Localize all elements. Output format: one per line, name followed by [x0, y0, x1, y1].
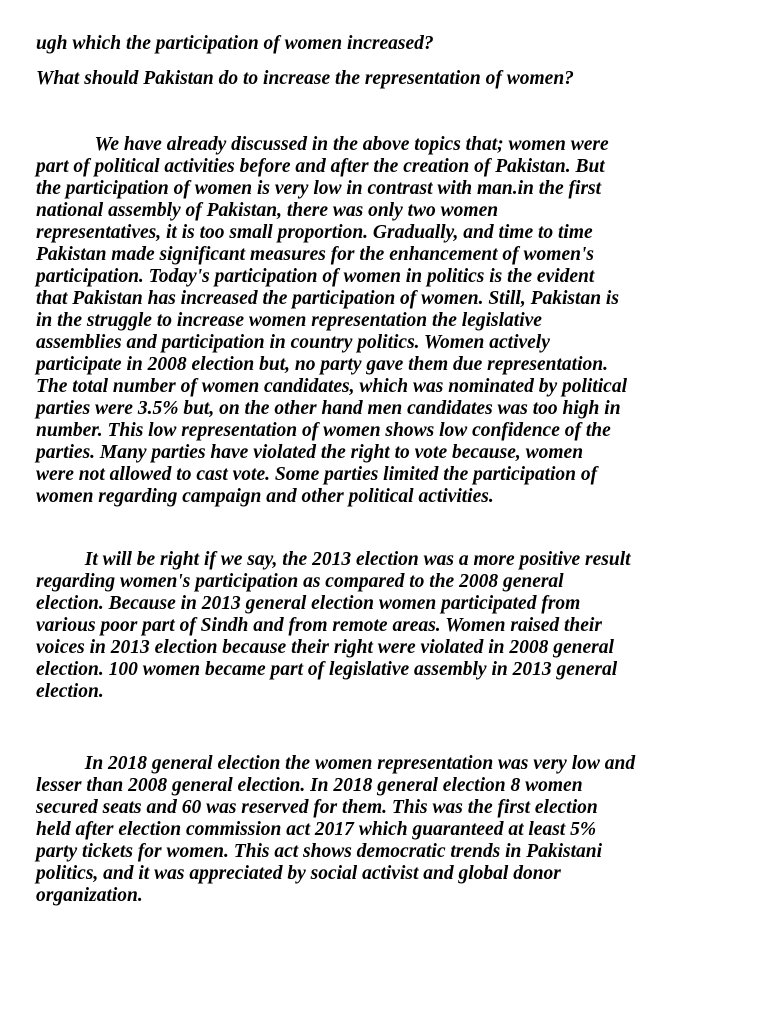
paragraph-line: number. This low representation of women shows low confidence of the: [36, 420, 611, 441]
paragraph-line: women regarding campaign and other political activities.: [36, 486, 494, 507]
paragraph-1: [36, 134, 736, 508]
paragraph-line: voices in 2013 election because their right were violated in 2008 general: [36, 637, 614, 658]
paragraph-line: assemblies and participation in country politics. Women actively: [36, 332, 550, 353]
paragraph-line: election. 100 women became part of legislative assembly in 2013 general: [36, 659, 618, 680]
paragraph-line: We have already discussed in the above topics that; women were: [36, 134, 609, 155]
paragraph-line: parties were 3.5% but, on the other hand men candidates was too high in: [36, 398, 621, 419]
paragraph-line: election.: [36, 681, 104, 702]
paragraph-line: secured seats and 60 was reserved for them. This was the first election: [36, 797, 598, 818]
paragraph-line: that Pakistan has increased the participation of women. Still, Pakistan is: [36, 288, 619, 309]
question-line-1: ugh which the participation of women increased?: [36, 33, 434, 54]
paragraph-line: participation. Today's participation of women in politics is the evident: [36, 266, 595, 287]
paragraph-3: [36, 753, 736, 907]
paragraph-line: In 2018 general election the women representation was very low and: [36, 753, 636, 774]
paragraph-line: parties. Many parties have violated the right to vote because, women: [36, 442, 584, 463]
paragraph-line: Pakistan made significant measures for the enhancement of women's: [36, 244, 594, 265]
paragraph-line: organization.: [36, 885, 143, 906]
paragraph-line: were not allowed to cast vote. Some parties limited the participation of: [36, 464, 598, 485]
paragraph-line: regarding women's participation as compared to the 2008 general: [36, 571, 564, 592]
paragraph-line: part of political activities before and after the creation of Pakistan. But: [36, 156, 605, 177]
paragraph-line: representatives, it is too small proportion. Gradually, and time to time: [36, 222, 593, 243]
paragraph-line: The total number of women candidates, which was nominated by political: [36, 376, 627, 397]
paragraph-line: in the struggle to increase women representation the legislative: [36, 310, 542, 331]
paragraph-line: election. Because in 2013 general election women participated from: [36, 593, 581, 614]
paragraph-line: various poor part of Sindh and from remote areas. Women raised their: [36, 615, 602, 636]
question-line-2: What should Pakistan do to increase the representation of women?: [36, 68, 574, 89]
paragraph-line: the participation of women is very low in contrast with man.in the first: [36, 178, 602, 199]
paragraph-line: lesser than 2008 general election. In 2018 general election 8 women: [36, 775, 583, 796]
paragraph-line: It will be right if we say, the 2013 election was a more positive result: [36, 549, 631, 570]
paragraph-line: politics, and it was appreciated by social activist and global donor: [36, 863, 561, 884]
paragraph-2: [36, 549, 736, 703]
paragraph-line: party tickets for women. This act shows democratic trends in Pakistani: [36, 841, 603, 862]
paragraph-line: national assembly of Pakistan, there was only two women: [36, 200, 499, 221]
paragraph-line: held after election commission act 2017 which guaranteed at least 5%: [36, 819, 597, 840]
paragraph-line: participate in 2008 election but, no party gave them due representation.: [36, 354, 608, 375]
